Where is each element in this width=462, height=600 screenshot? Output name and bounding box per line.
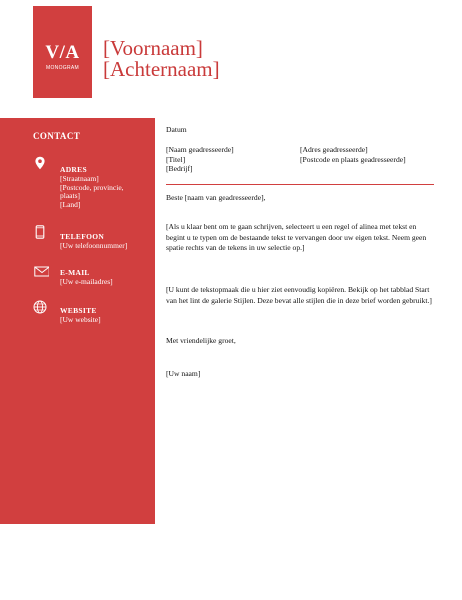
header-divider (166, 184, 434, 185)
salutation: Beste [naam van geadresseerde], (166, 193, 266, 202)
recipient-name: [Naam geadresseerde] (166, 145, 234, 154)
globe-icon (33, 300, 47, 314)
monogram-block (33, 6, 92, 98)
recipient-address-block (300, 145, 406, 164)
paragraph: [U kunt de tekstopmaak die u hier ziet eenvoudig kopiëren. Bekijk op het tabblad Start van het lint de galerie Stijlen. Deze bevat alle stijlen die in deze brief worden gebruikt.] (166, 285, 432, 305)
contact-heading: CONTACT (33, 131, 81, 141)
address-label: ADRES (60, 165, 87, 174)
envelope-icon (33, 264, 49, 278)
last-name: [Achternaam] (103, 57, 220, 81)
recipient-address: [Adres geadresseerde] (300, 145, 368, 154)
monogram-initials: V/A (45, 42, 80, 63)
sender-name (103, 38, 220, 80)
recipient-postcode: [Postcode en plaats geadresseerde] (300, 154, 406, 164)
email-label: E-MAIL (60, 268, 90, 277)
recipient-company: [Bedrijf] (166, 164, 193, 173)
location-pin-icon (33, 156, 47, 170)
monogram-label: MONOGRAM (46, 65, 79, 71)
email-value: [Uw e-mailadres] (60, 277, 113, 286)
address-line: [Land] (60, 199, 81, 209)
recipient-block (166, 145, 234, 174)
recipient-title: [Titel] (166, 154, 186, 164)
phone-icon (33, 225, 47, 239)
signature: [Uw naam] (166, 369, 201, 378)
first-name: [Voornaam] (103, 36, 203, 60)
paragraph: [Als u klaar bent om te gaan schrijven, selecteert u een regel of alinea met tekst en begint u te typen om de bestaande tekst te vervangen door uw eigen tekst. Neem geen spatie rechts van de tekens in uw selectie op.] (166, 222, 427, 252)
address-line: [Straatnaam] (60, 174, 99, 183)
address-line: [Postcode, provincie, (60, 182, 124, 192)
closing: Met vriendelijke groet, (166, 336, 236, 345)
contact-sidebar (0, 118, 155, 524)
address-line: plaats] (60, 191, 80, 200)
letter-date: Datum (166, 125, 187, 134)
phone-value: [Uw telefoonnummer] (60, 241, 128, 250)
website-value: [Uw website] (60, 315, 101, 324)
phone-label: TELEFOON (60, 232, 105, 241)
website-label: WEBSITE (60, 306, 97, 315)
